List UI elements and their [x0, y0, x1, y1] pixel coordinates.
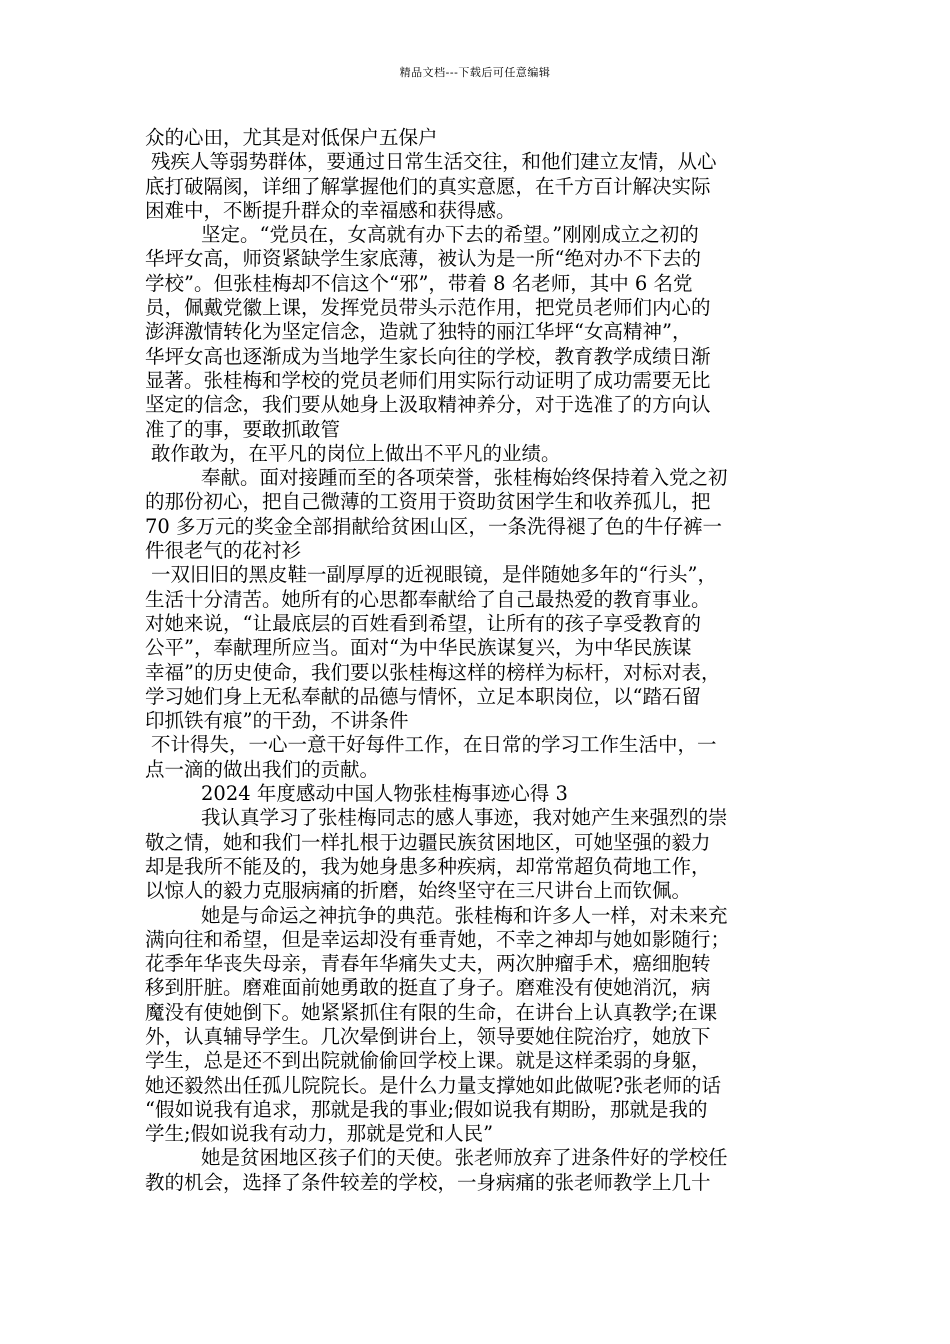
text-line: 奉献。面对接踵而至的各项荣誉，张桂梅始终保持着入党之初 — [201, 466, 728, 490]
text-line: 不计得失，一心一意干好每件工作，在日常的学习工作生活中，一 — [151, 733, 717, 757]
text-line: 准了的事，要敢抓敢管 — [145, 417, 341, 441]
text-line: 外，认真辅导学生。几次晕倒讲台上，领导要她住院治疗，她放下 — [145, 1024, 711, 1048]
text-line: 坚定的信念，我们要从她身上汲取精神养分，对于选准了的方向认 — [145, 393, 711, 417]
text-line: 花季年华丧失母亲，青春年华痛失丈夫，两次肿瘤手术，癌细胞转 — [145, 952, 711, 976]
text-line: 移到肝脏。磨难面前她勇敢的挺直了身子。磨难没有使她消沉，病 — [145, 976, 711, 1000]
text-line: 学生;假如说我有动力，那就是党和人民” — [145, 1122, 494, 1146]
text-line: 满向往和希望，但是幸运却没有垂青她，不幸之神却与她如影随行； — [145, 927, 731, 951]
text-line: 残疾人等弱势群体，要通过日常生活交往，和他们建立友情，从心 — [151, 150, 717, 174]
text-line: 学校”。但张桂梅却不信这个“邪”，带着 8 名老师，其中 6 名党 — [145, 271, 693, 295]
text-line: 困难中，不断提升群众的幸福感和获得感。 — [145, 198, 516, 222]
text-line: 教的机会，选择了条件较差的学校，一身病痛的张老师教学上几十 — [145, 1170, 711, 1194]
text-line: 坚定。“党员在，女高就有办下去的希望。”刚刚成立之初的 — [201, 223, 699, 247]
text-line: 学习她们身上无私奉献的品德与情怀，立足本职岗位，以“踏石留 — [145, 684, 701, 708]
document-body — [145, 126, 815, 1195]
text-line: “假如说我有追求，那就是我的事业;假如说我有期盼，那就是我的 — [145, 1097, 708, 1121]
text-line: 显著。张桂梅和学校的党员老师们用实际行动证明了成功需要无比 — [145, 368, 711, 392]
text-line: 印抓铁有痕”的干劲，不讲条件 — [145, 709, 409, 733]
text-line: 以惊人的毅力克服病痛的折磨，始终坚守在三尺讲台上而钦佩。 — [145, 879, 692, 903]
text-line: 众的心田，尤其是对低保户五保户 — [145, 126, 438, 149]
text-line: 学生，总是还不到出院就偷偷回学校上课。就是这样柔弱的身躯， — [145, 1049, 711, 1073]
text-line: 澎湃激情转化为坚定信念，造就了独特的丽江华坪“女高精神”， — [145, 320, 692, 344]
page-header: 精品文档---下载后可任意编辑 — [399, 66, 551, 79]
text-line: 魔没有使她倒下。她紧紧抓住有限的生命，在讲台上认真教学;在课 — [145, 1000, 718, 1024]
text-line: 一双旧旧的黑皮鞋一副厚厚的近视眼镜，是伴随她多年的“行头”， — [151, 563, 717, 587]
text-line: 敬之情，她和我们一样扎根于边疆民族贫困地区，可她坚强的毅力 — [145, 830, 711, 854]
text-line: 华坪女高，师资紧缺学生家底薄，被认为是一所“绝对办不下去的 — [145, 247, 701, 271]
text-line: 她是与命运之神抗争的典范。张桂梅和许多人一样，对未来充 — [201, 903, 728, 927]
text-line: 她是贫困地区孩子们的天使。张老师放弃了进条件好的学校任 — [201, 1146, 728, 1170]
text-line: 生活十分清苦。她所有的心思都奉献给了自己最热爱的教育事业。 — [145, 587, 711, 611]
text-line: 公平”，奉献理所应当。面对“为中华民族谋复兴，为中华民族谋 — [145, 636, 692, 660]
text-line: 幸福”的历史使命，我们要以张桂梅这样的榜样为标杆，对标对表， — [145, 660, 721, 684]
text-line: 敢作敢为，在平凡的岗位上做出不平凡的业绩。 — [151, 441, 561, 465]
text-line: 对她来说，“让最底层的百姓看到希望，让所有的孩子享受教育的 — [145, 611, 701, 635]
text-line: 的那份初心，把自己微薄的工资用于资助贫困学生和收养孤儿，把 — [145, 490, 711, 514]
text-line: 员，佩戴党徽上课，发挥党员带头示范作用，把党员老师们内心的 — [145, 296, 711, 320]
text-line: 2024 年度感动中国人物张桂梅事迹心得 3 — [201, 782, 568, 806]
text-line: 她还毅然出任孤儿院院长。是什么力量支撑她如此做呢?张老师的话 — [145, 1073, 721, 1097]
text-line: 却是我所不能及的，我为她身患多种疾病，却常常超负荷地工作， — [145, 854, 711, 878]
text-line: 华坪女高也逐渐成为当地学生家长向往的学校，教育教学成绩日渐 — [145, 344, 711, 368]
text-line: 70 多万元的奖金全部捐献给贫困山区，一条洗得褪了色的牛仔裤一 — [145, 514, 723, 538]
text-line: 件很老气的花衬衫 — [145, 539, 302, 563]
text-line: 底打破隔阂，详细了解掌握他们的真实意愿，在千方百计解决实际 — [145, 174, 711, 198]
text-line: 我认真学习了张桂梅同志的感人事迹，我对她产生来强烈的崇 — [201, 806, 728, 830]
text-line: 点一滴的做出我们的贡献。 — [145, 757, 380, 781]
